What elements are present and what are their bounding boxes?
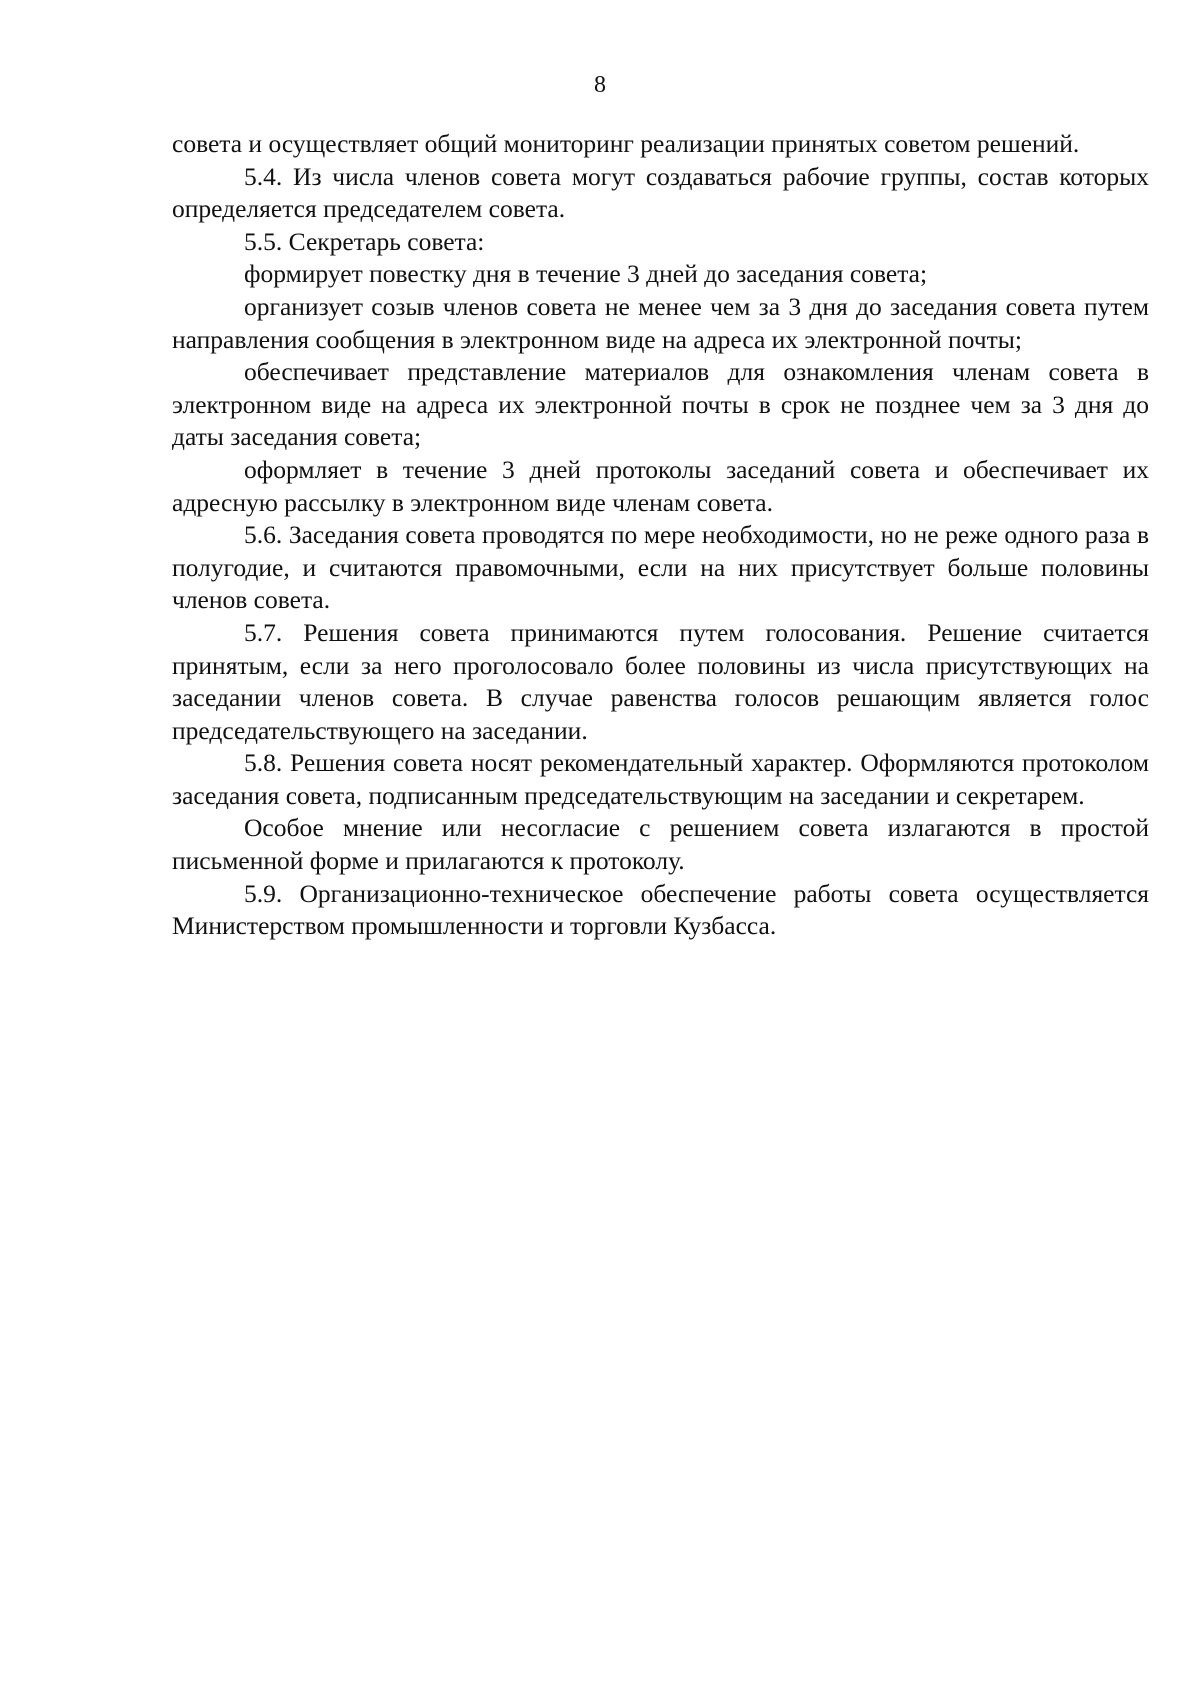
page-number: 8 [594, 72, 606, 98]
paragraph-5-8: 5.8. Решения совета носят рекомендательный характер. Оформляются протоколом заседания совета, подписанным председательствующим на заседании и секретарем. [172, 748, 1149, 810]
paragraph-5-5-protocols: оформляет в течение 3 дней протоколы заседаний совета и обеспечивает их адресную рассылку в электронном виде членам совета. [172, 454, 1149, 517]
paragraph-5-5-agenda: формирует повестку дня в течение 3 дней до заседания совета; [244, 259, 928, 289]
paragraph-5-5-materials: обеспечивает представление материалов для ознакомления членам совета в электронном виде на адреса их электронной почты в срок не позднее чем за 3 дня до даты заседания совета; [172, 357, 1149, 452]
document-body [172, 128, 1149, 943]
paragraph-5-9: 5.9. Организационно-техническое обеспечение работы совета осуществляется Министерством промышленности и торговли Кузбасса. [172, 878, 1149, 941]
paragraph-dissent: Особое мнение или несогласие с решением совета излагаются в простой письменной форме и прилагаются к протоколу. [172, 813, 1149, 876]
paragraph-5-7: 5.7. Решения совета принимаются путем голосования. Решение считается принятым, если за него проголосовало более половины из числа присутствующих на заседании членов совета. В случае равенства голосов решающим является голос председательствующего на заседании. [172, 617, 1149, 745]
paragraph-5-5: 5.5. Секретарь совета: [244, 226, 485, 256]
paragraph-5-6: 5.6. Заседания совета проводятся по мере необходимости, но не реже одного раза в полугодие, и считаются правомочными, если на них присутствует больше половины членов совета. [172, 520, 1149, 615]
paragraph-5-5-convocation: организует созыв членов совета не менее чем за 3 дня до заседания совета путем направления сообщения в электронном виде на адреса их электронной почты; [172, 291, 1149, 354]
paragraph-5-4: 5.4. Из числа членов совета могут создаваться рабочие группы, состав которых определяется председателем совета. [172, 161, 1149, 224]
paragraph-continuation: совета и осуществляет общий мониторинг реализации принятых советом решений. [172, 129, 1080, 158]
